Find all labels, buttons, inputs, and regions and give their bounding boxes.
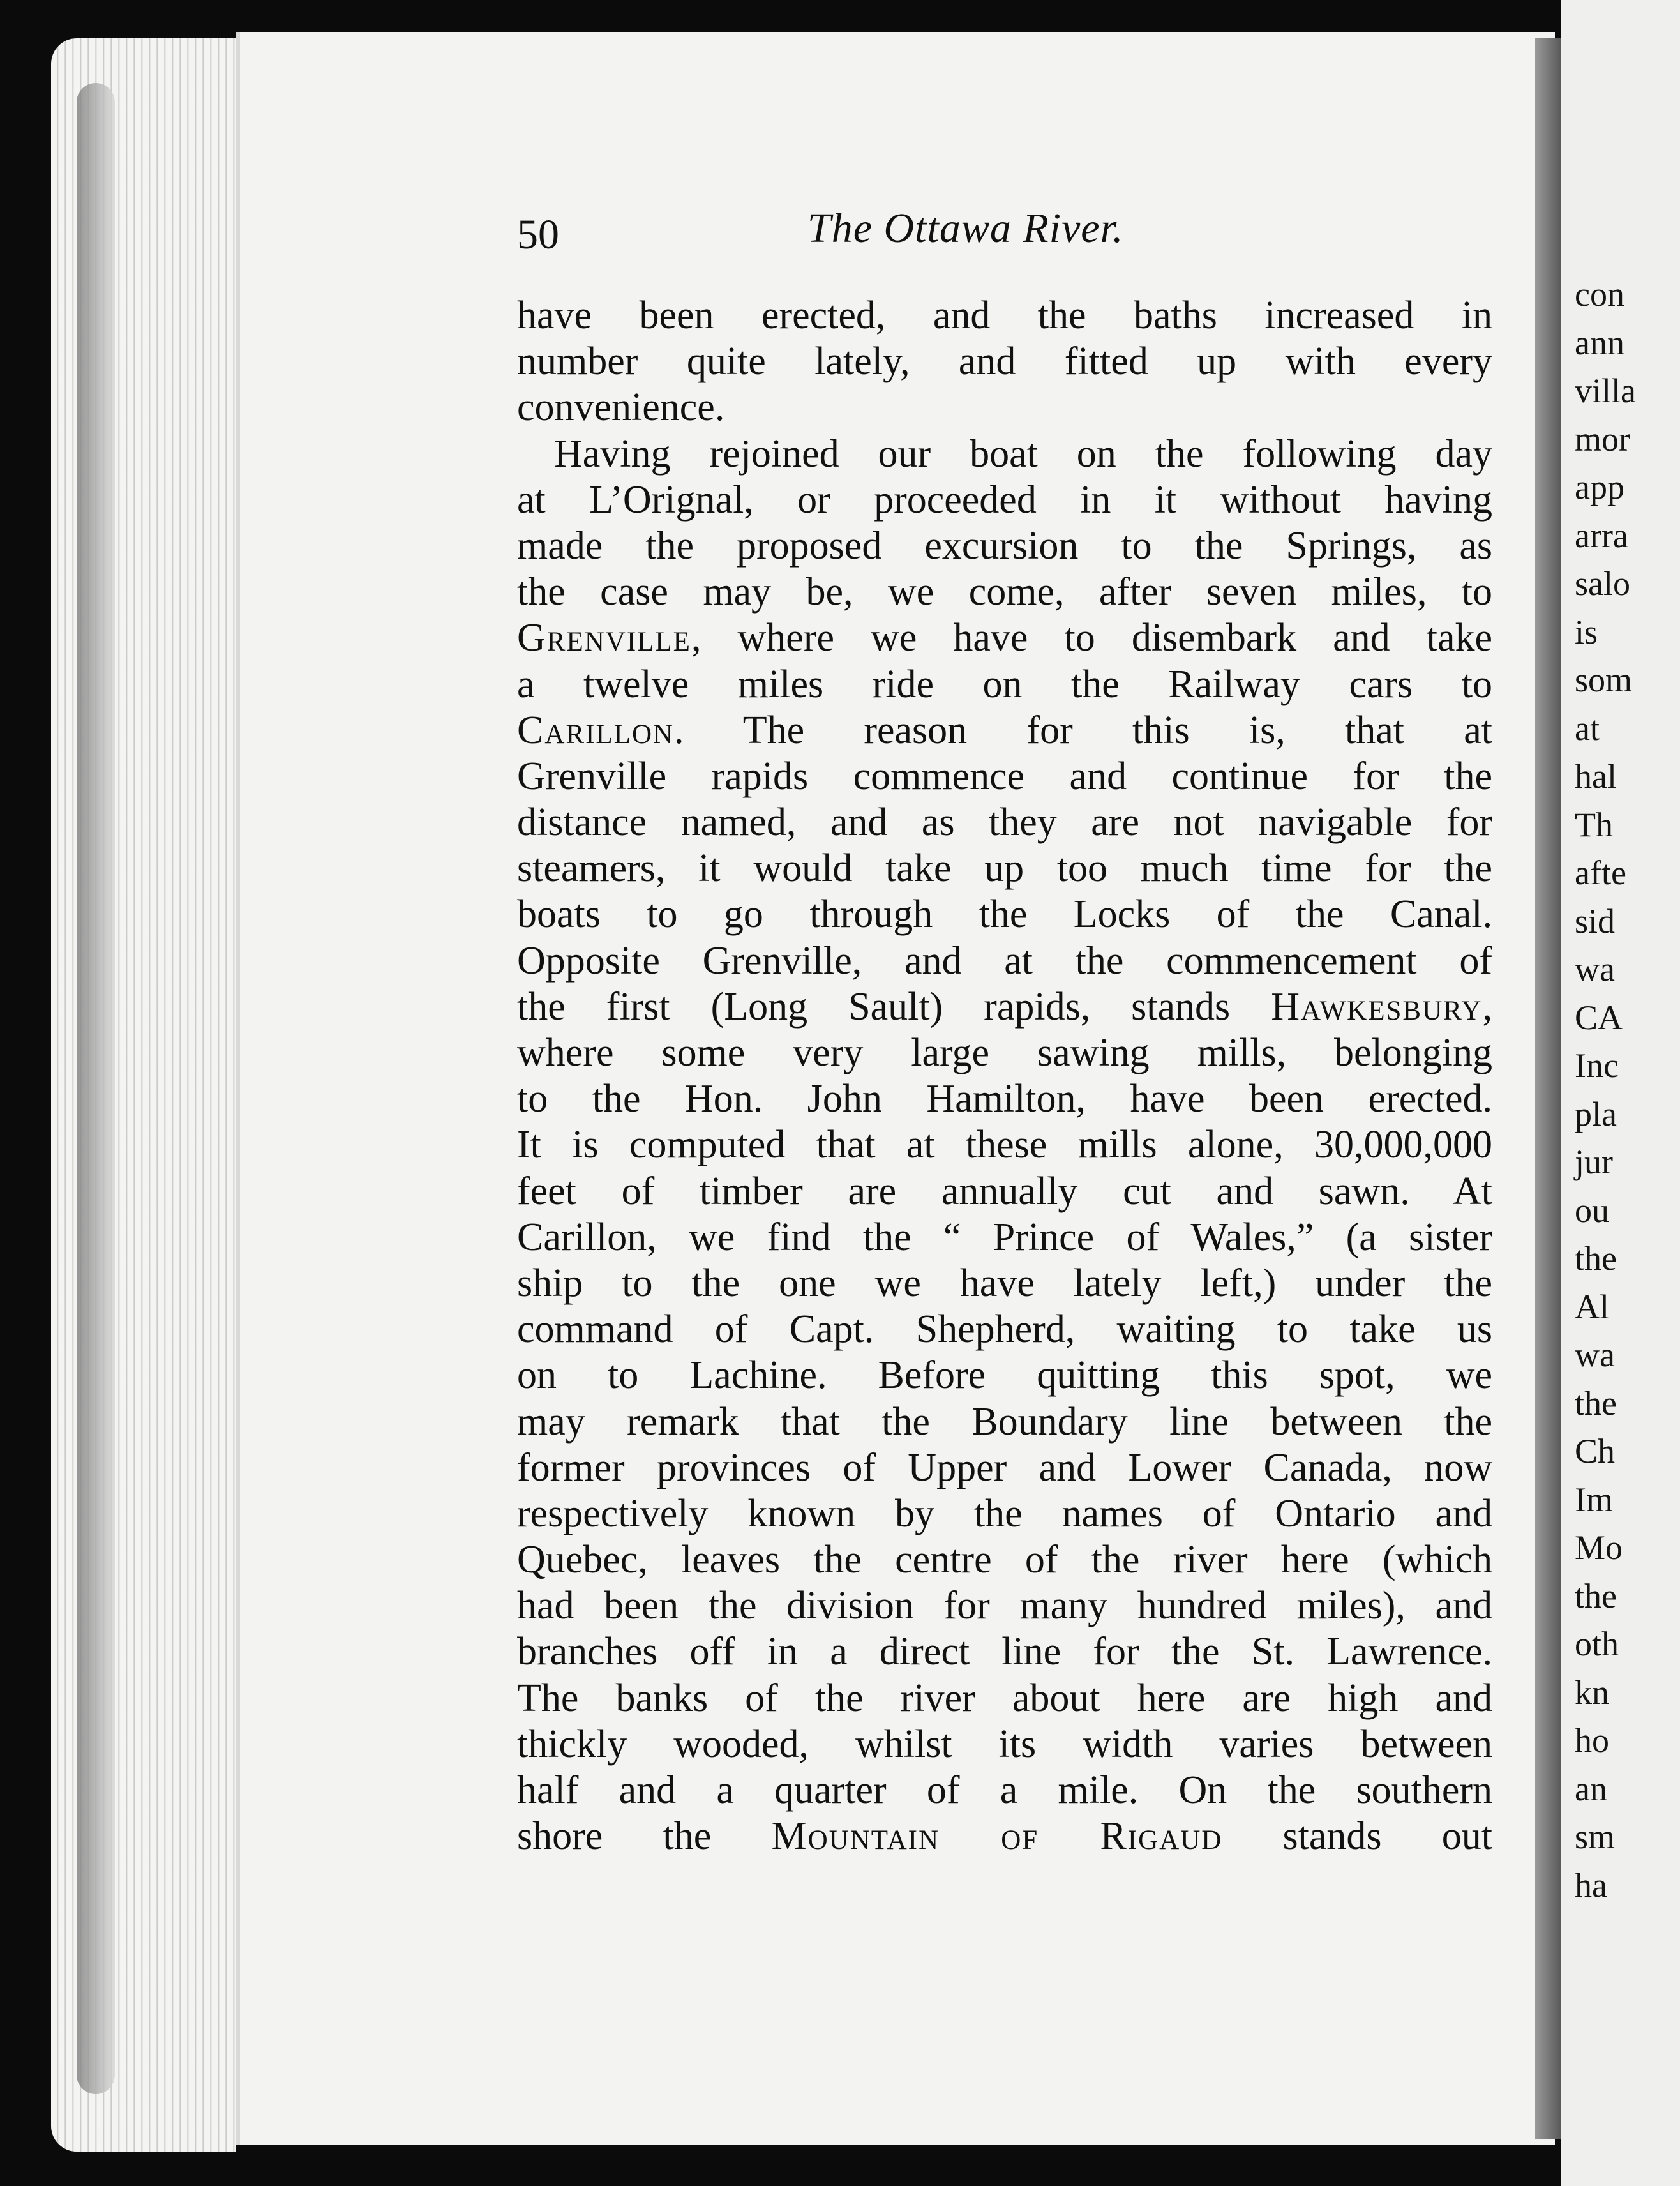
facing-page [1561,0,1680,2186]
text-line: respectively known by the names of Ontario and [517,1491,1492,1535]
place-name-grenville: Grenville [517,616,691,660]
text-line: shore the Mountain of Rigaud stands out [517,1814,1492,1858]
text-line: where some very large sawing mills, belonging [517,1031,1492,1074]
text-line: Grenville rapids commence and continue for the [517,754,1492,798]
facing-page-fragment: salo [1575,564,1630,603]
text-line: the case may be, we come, after seven miles, to [517,570,1492,614]
facing-page-fragment: kn [1575,1673,1609,1712]
place-name-hawkesbury: Hawkesbury [1271,984,1483,1029]
facing-page-fragment: som [1575,661,1633,699]
facing-page-fragment: at [1575,709,1600,748]
text-line: Grenville, where we have to disembark and take [517,616,1492,660]
facing-page-fragment: villa [1575,372,1636,410]
text-line: distance named, and as they are not navigable for [517,801,1492,845]
text-line: thickly wooded, whilst its width varies between [517,1722,1492,1766]
body-text [517,292,1492,1859]
facing-page-fragment: the [1575,1576,1617,1615]
facing-page-fragment: Mo [1575,1528,1623,1567]
facing-page-fragment: con [1575,275,1624,313]
facing-page-fragment: oth [1575,1625,1619,1663]
facing-page-fragment: pla [1575,1094,1617,1133]
book-edge-shadow [77,83,115,2094]
text-line: made the proposed excursion to the Springs, as [517,524,1492,568]
facing-page-fragment: Inc [1575,1046,1619,1085]
text-line: at L’Orignal, or proceeded in it without having [517,478,1492,522]
text-line: boats to go through the Locks of the Canal. [517,893,1492,937]
text-line: number quite lately, and fitted up with every [517,340,1492,384]
facing-page-fragment: sid [1575,901,1616,940]
facing-page-fragment: ha [1575,1866,1607,1904]
facing-page-fragment: the [1575,1239,1617,1278]
facing-page-fragment: hal [1575,757,1617,795]
text-line: command of Capt. Shepherd, waiting to take us [517,1308,1492,1352]
facing-page-fragment: sm [1575,1818,1616,1856]
text-line: half and a quarter of a mile. On the southern [517,1768,1492,1812]
facing-page-fragment: wa [1575,1336,1615,1374]
text-line: convenience. [517,386,725,430]
facing-page-fragment: wa [1575,950,1615,988]
book-gutter [1535,38,1561,2139]
facing-page-fragment: Ch [1575,1432,1616,1470]
facing-page-fragment: Im [1575,1480,1613,1519]
facing-page-fragment: arra [1575,516,1628,555]
text-line: have been erected, and the baths increased in [517,294,1492,337]
page-bottom-edge [236,2145,1561,2186]
text-line: former provinces of Upper and Lower Canada, now [517,1445,1492,1489]
text-line: Having rejoined our boat on the following day [554,432,1492,476]
facing-page-fragment: mor [1575,419,1630,458]
facing-page-fragment: app [1575,468,1624,506]
text-line: Carillon. The reason for this is, that at [517,708,1492,752]
text-line: steamers, it would take up too much time for the [517,847,1492,891]
text-line: branches off in a direct line for the St. Lawrence. [517,1630,1492,1674]
facing-page-fragment: Al [1575,1287,1609,1326]
facing-page-fragment: CA [1575,998,1623,1037]
facing-page-fragment: jur [1575,1143,1613,1181]
place-name-mountain-of-rigaud: Mountain of Rigaud [771,1814,1223,1858]
text-line: may remark that the Boundary line between the [517,1399,1492,1444]
facing-page-fragment: is [1575,612,1598,651]
text-line: the first (Long Sault) rapids, stands Hawkesbury, [517,984,1492,1029]
facing-page-fragment: the [1575,1383,1617,1422]
facing-page-fragment: ann [1575,323,1624,362]
text-line: Opposite Grenville, and at the commencement of [517,938,1492,983]
text-line: feet of timber are annually cut and sawn. At [517,1169,1492,1213]
facing-page-fragment: Th [1575,805,1613,844]
facing-page-fragment: ho [1575,1721,1609,1760]
text-line: Quebec, leaves the centre of the river here (which [517,1538,1492,1582]
text-line: had been the division for many hundred miles), and [517,1584,1492,1628]
text-line: to the Hon. John Hamilton, have been erected. [517,1077,1492,1121]
text-line: a twelve miles ride on the Railway cars to [517,662,1492,706]
running-head: The Ottawa River. [807,205,1124,252]
facing-page-fragment: ou [1575,1191,1609,1230]
text-line: on to Lachine. Before quitting this spot, we [517,1353,1492,1398]
text-line: The banks of the river about here are high and [517,1676,1492,1720]
page-number: 50 [517,211,559,258]
facing-page-fragment: afte [1575,854,1626,892]
place-name-carillon: Carillon [517,708,675,752]
text-line: It is computed that at these mills alone, 30,000,000 [517,1123,1492,1167]
text-line: Carillon, we find the “ Prince of Wales,” (a sister [517,1215,1492,1259]
text-line: ship to the one we have lately left,) under the [517,1261,1492,1305]
facing-page-fragment: an [1575,1769,1607,1808]
